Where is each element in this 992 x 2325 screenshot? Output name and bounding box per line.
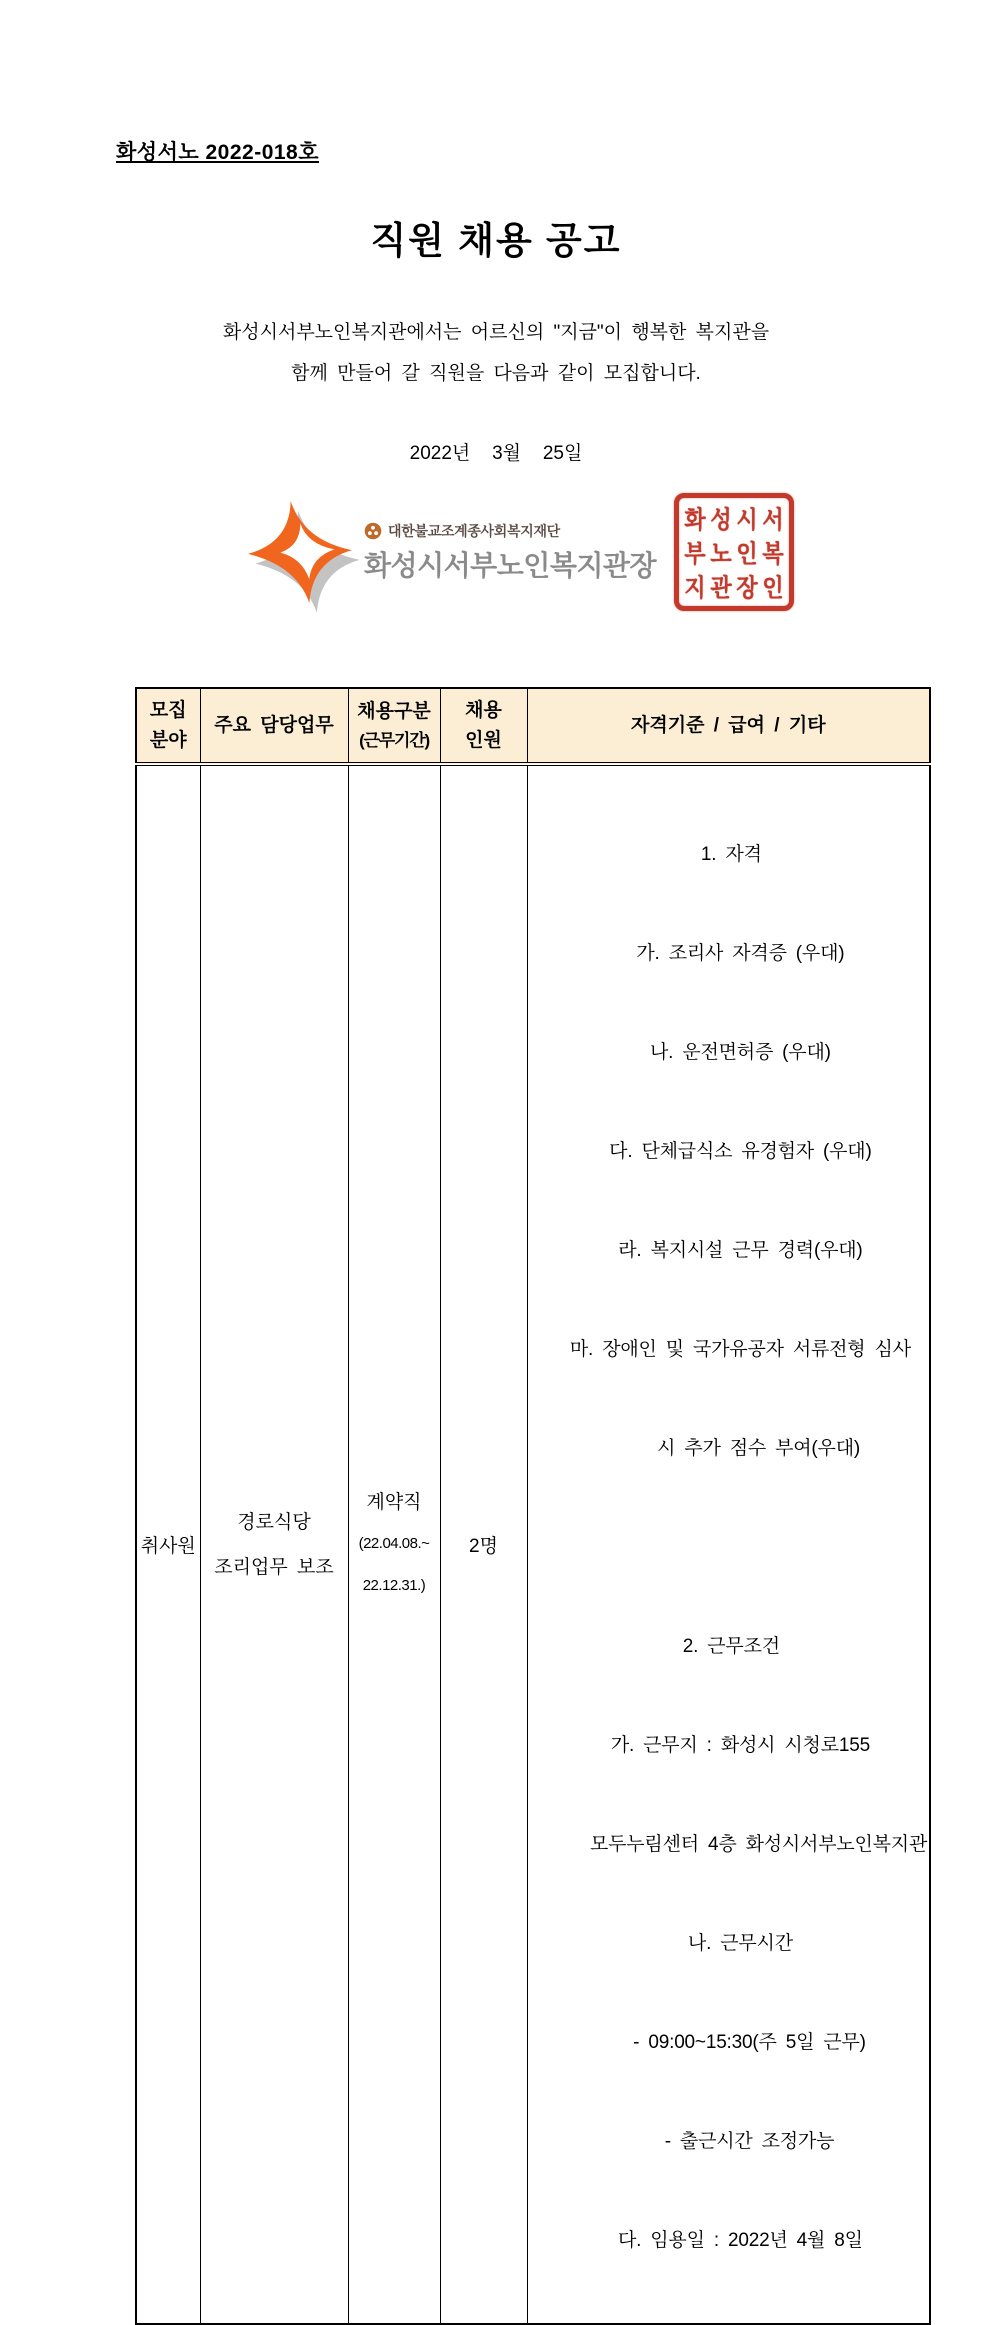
col-header-headcount: 채용 인원	[440, 688, 527, 764]
seal-char: 인	[762, 573, 784, 602]
cell-qualifications: 1. 자격 가. 조리사 자격증 (우대) 나. 운전면허증 (우대) 다. 단체급식소 유경험자 (우대) 라. 복지시설 근무 경력(우대) 마. 장애인 및 국가유공자 서류전형 심사 시 추가 점수 부여(우대) 2. 근무조건 가. 근무지 : 화성시 시청로155 모두누림센터 4층 화성시서부노인복지관 나. 근무시간 - 09:00~15:30(주 5일 근무) - 출근시간 조정가능 다. 임용일 : 2022년 4월 8일	[527, 764, 930, 2324]
col-header-qualifications: 자격기준 / 급여 / 기타	[527, 688, 930, 764]
recruitment-table	[135, 687, 931, 2325]
organization-block	[48, 477, 992, 627]
intro-paragraph	[0, 312, 992, 394]
foundation-line	[364, 521, 656, 541]
seal-char: 노	[710, 539, 732, 568]
jogye-order-icon	[364, 522, 382, 540]
page-title: 직원 채용 공고	[370, 220, 622, 261]
col-header-employment-type: 채용구분 (근무기간)	[348, 688, 440, 764]
director-title: 화성시서부노인복지관장	[363, 549, 657, 581]
seal-char: 장	[736, 573, 758, 602]
organization-text	[364, 521, 656, 584]
seal-char: 화	[684, 505, 706, 534]
cell-headcount: 2명	[440, 764, 527, 2324]
seal-char: 인	[736, 539, 758, 568]
foundation-name: 대한불교조계종사회복지재단	[387, 522, 560, 539]
seal-char: 시	[736, 505, 758, 534]
cell-duties: 경로식당 조리업무 보조	[200, 764, 348, 2324]
document-number: 화성서노 2022-018호	[116, 141, 320, 164]
seal-char: 성	[710, 505, 732, 534]
intro-line-1: 화성시서부노인복지관에서는 어르신의 "지금"이 행복한 복지관을	[222, 322, 770, 343]
seal-char: 부	[684, 539, 706, 568]
organization-logo-icon	[246, 489, 354, 615]
table-header-row	[136, 688, 930, 764]
seal-char: 복	[762, 539, 784, 568]
cell-category: 취사원	[136, 764, 200, 2324]
seal-char: 지	[684, 573, 706, 602]
col-header-category: 모집 분야	[136, 688, 200, 764]
intro-line-2: 함께 만들어 갈 직원을 다음과 같이 모집합니다.	[291, 363, 701, 384]
cell-employment-type: 계약직 (22.04.08.~ 22.12.31.)	[348, 764, 440, 2324]
seal-char: 서	[762, 505, 784, 534]
table-row	[136, 764, 930, 2324]
col-header-duties: 주요 담당업무	[200, 688, 348, 764]
official-seal	[674, 493, 794, 611]
document-date: 2022년 3월 25일	[409, 443, 583, 464]
seal-char: 관	[710, 573, 732, 602]
